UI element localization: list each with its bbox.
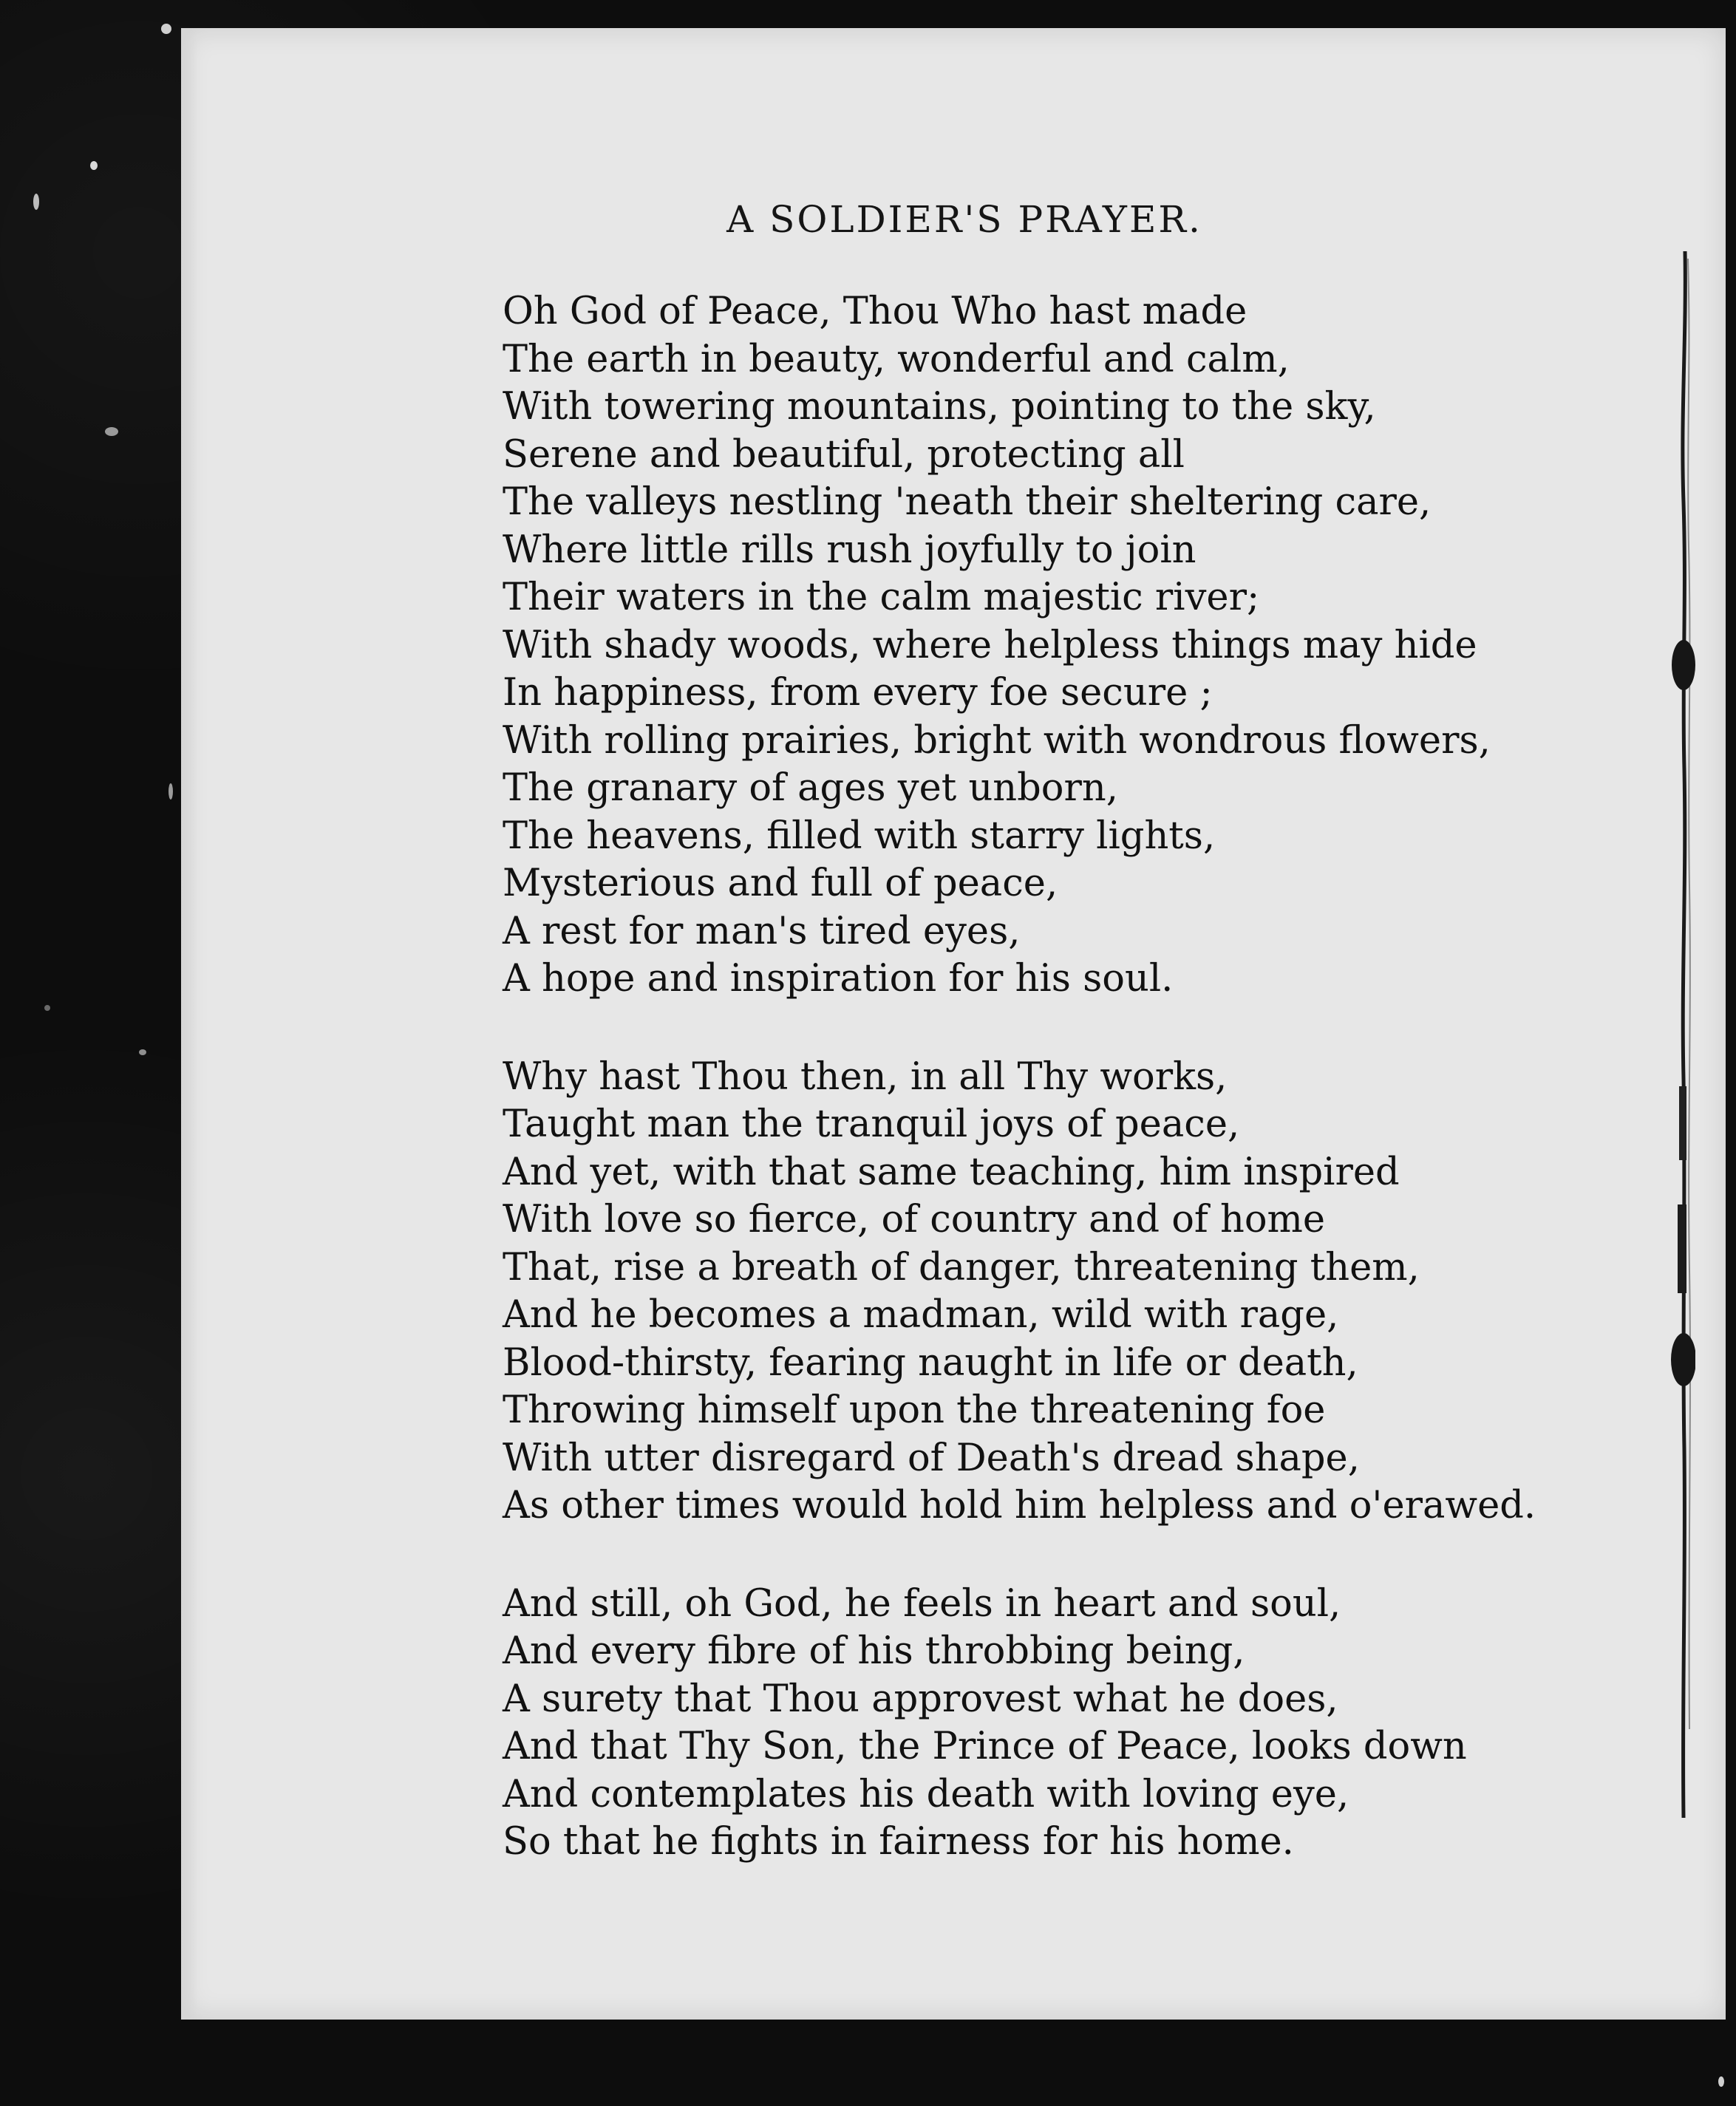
binding-edge-svg	[1670, 251, 1695, 1818]
poem-line: And still, oh God, he feels in heart and soul,	[503, 1581, 1341, 1626]
poem-line: Oh God of Peace, Thou Who hast made	[503, 290, 1247, 333]
poem-line: In happiness, from every foe secure ;	[503, 671, 1213, 715]
poem-line: Throwing himself upon the threatening foe	[503, 1388, 1326, 1432]
poem-line: The earth in beauty, wonderful and calm,	[503, 337, 1290, 381]
dust-speck	[44, 1005, 50, 1011]
poem-line: Where little rills rush joyfully to join	[503, 528, 1197, 572]
poem-line: And contemplates his death with loving eye,	[503, 1772, 1349, 1816]
poem-body	[503, 288, 1700, 1867]
poem-line: So that he fights in fairness for his home.	[503, 1820, 1294, 1864]
poem-line: Taught man the tranquil joys of peace,	[503, 1103, 1240, 1146]
dust-speck	[105, 427, 118, 436]
document-page	[181, 28, 1726, 2020]
poem-line: And he becomes a madman, wild with rage,	[503, 1293, 1339, 1337]
poem-line: Blood-thirsty, fearing naught in life or death,	[503, 1340, 1358, 1385]
poem-line: A rest for man's tired eyes,	[503, 909, 1021, 953]
poem-line: And that Thy Son, the Prince of Peace, looks down	[503, 1725, 1467, 1768]
poem-line: With rolling prairies, bright with wondrous flowers,	[503, 718, 1491, 763]
poem-line: With utter disregard of Death's dread shape,	[503, 1436, 1360, 1480]
poem-line: As other times would hold him helpless and o'erawed.	[503, 1484, 1536, 1527]
poem-line: That, rise a breath of danger, threatening them,	[503, 1245, 1420, 1289]
poem-line: The valleys nestling 'neath their sheltering care,	[503, 480, 1432, 524]
dust-speck	[161, 24, 171, 34]
dust-speck	[169, 783, 173, 800]
poem-line: And every fibre of his throbbing being,	[503, 1629, 1245, 1673]
poem-line: Their waters in the calm majestic river;	[503, 576, 1260, 619]
poem-line: Why hast Thou then, in all Thy works,	[503, 1054, 1228, 1099]
stanza-2	[503, 1054, 1700, 1530]
poem-line: Mysterious and full of peace,	[503, 862, 1058, 905]
stanza-1	[503, 288, 1700, 1003]
dust-speck	[33, 194, 39, 210]
poem-line: And yet, with that same teaching, him inspired	[503, 1150, 1400, 1194]
dust-speck	[90, 161, 98, 170]
poem-line: Serene and beautiful, protecting all	[503, 432, 1185, 477]
dust-speck	[139, 1049, 146, 1055]
poem-line: A surety that Thou approvest what he does,	[503, 1677, 1338, 1721]
stanza-3	[503, 1581, 1700, 1867]
poem-line: With shady woods, where helpless things may hide	[503, 623, 1477, 667]
dust-speck	[1718, 2076, 1724, 2087]
binding-edge-marks	[1670, 251, 1695, 1818]
poem-title: A SOLDIER'S PRAYER.	[726, 198, 1202, 241]
poem-line: With love so fierce, of country and of home	[503, 1198, 1326, 1241]
poem-line: With towering mountains, pointing to the sky,	[503, 385, 1376, 429]
poem-line: A hope and inspiration for his soul.	[503, 957, 1174, 1001]
poem-line: The granary of ages yet unborn,	[503, 766, 1118, 810]
page-left-shadow	[181, 28, 197, 2020]
poem-line: The heavens, filled with starry lights,	[503, 814, 1216, 858]
